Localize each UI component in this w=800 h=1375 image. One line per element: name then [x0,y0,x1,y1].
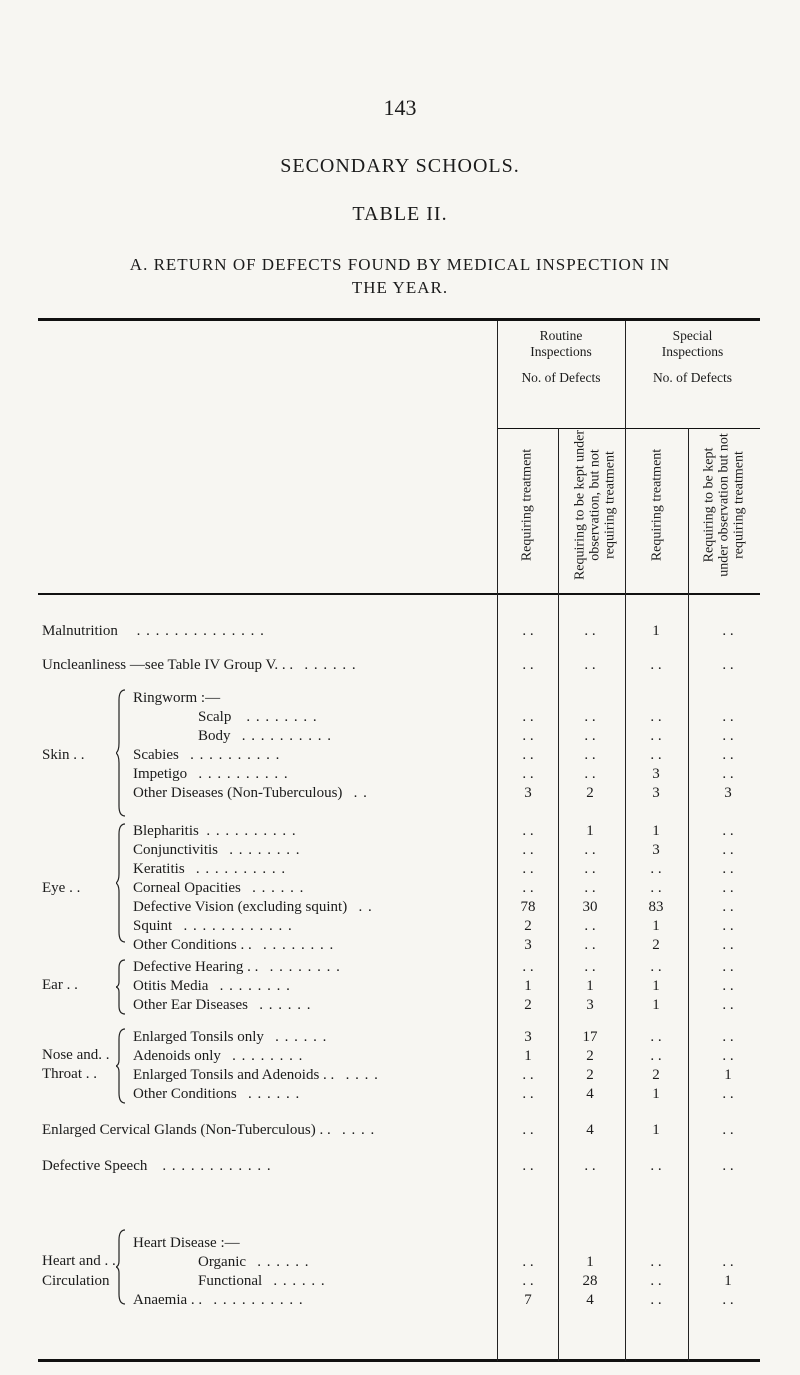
page-title: SECONDARY SCHOOLS. [280,155,520,177]
column-divider [625,321,626,1361]
table-cell: . . [522,1273,534,1289]
table-cell: 1 [724,1273,732,1289]
table-cell: . . [650,861,662,877]
table-cell: . . [584,623,596,639]
table-cell: 2 [586,1048,594,1064]
table-cell: . . [522,959,534,975]
group-nose-throat-cont: Throat . . [42,1066,97,1082]
table-cell: 3 [524,785,532,801]
section-heading-cont: THE YEAR. [351,278,449,297]
row-label: Functional . . . . . . [198,1273,326,1289]
group-ear: Ear . . [42,977,78,993]
row-label: Blepharitis . . . . . . . . . . [133,823,297,839]
row-label: Other Ear Diseases . . . . . . [133,997,312,1013]
table-cell: . . [650,1273,662,1289]
table-cell: 1 [652,1122,660,1138]
table-cell: 3 [524,937,532,953]
table-cell: . . [522,880,534,896]
row-label: Squint . . . . . . . . . . . . [133,918,293,934]
table-cell: . . [722,997,734,1013]
table-cell: 78 [520,899,536,915]
table-cell: 3 [652,785,660,801]
table-cell: . . [522,1158,534,1174]
table-top-rule [38,318,760,321]
table-cell: . . [584,937,596,953]
table-cell: . . [584,842,596,858]
row-label: Other Conditions . . . . . . [133,1086,301,1102]
table-cell: 4 [586,1122,594,1138]
table-cell: . . [650,657,662,673]
table-cell: 3 [652,766,660,782]
table-cell: . . [722,1292,734,1308]
brace-heart [116,1228,128,1306]
table-cell: . . [522,1086,534,1102]
table-cell: . . [650,1292,662,1308]
table-cell: . . [722,978,734,994]
table-cell: 1 [652,623,660,639]
table-cell: . . [522,728,534,744]
table-cell: . . [522,766,534,782]
table-cell: 1 [652,997,660,1013]
row-label: Enlarged Tonsils and Adenoids . . . . . . [133,1067,379,1083]
row-label: Defective Speech . . . . . . . . . . . . [42,1158,272,1174]
brace-nose-throat [116,1027,128,1105]
row-label: Scalp . . . . . . . . [198,709,318,725]
table-cell: . . [522,623,534,639]
table-cell: 3 [524,1029,532,1045]
table-cell: . . [584,959,596,975]
table-cell: . . [584,747,596,763]
column-divider [688,428,689,1361]
table-cell: . . [650,1029,662,1045]
table-cell: 1 [652,823,660,839]
table-cell: 1 [724,1067,732,1083]
table-cell: 7 [524,1292,532,1308]
row-label: Other Diseases (Non-Tuberculous) . . [133,785,368,801]
table-cell: 2 [586,1067,594,1083]
table-cell: 1 [652,978,660,994]
table-cell: 1 [652,918,660,934]
table-cell: . . [722,747,734,763]
table-cell: . . [650,880,662,896]
table-cell: . . [522,1254,534,1270]
table-cell: . . [522,861,534,877]
table-cell: 2 [524,918,532,934]
routine-header: Routine Inspections No. of Defects [521,328,601,385]
group-nose-throat: Nose and. . [42,1047,110,1063]
table-cell: 1 [652,1086,660,1102]
row-label: Enlarged Cervical Glands (Non-Tuberculous) . . . . . . [42,1122,376,1138]
table-cell: . . [650,1158,662,1174]
table-cell: . . [722,1158,734,1174]
table-cell: 1 [586,978,594,994]
table-cell: . . [722,1029,734,1045]
table-cell: . . [650,747,662,763]
table-cell: . . [584,657,596,673]
table-cell: 4 [586,1292,594,1308]
table-cell: . . [722,1086,734,1102]
table-cell: . . [722,623,734,639]
table-cell: . . [722,709,734,725]
table-cell: . . [650,1254,662,1270]
col-special-observation-header: Requiring to be kept under observation but not requiring treatment [701,433,747,577]
table-cell: . . [722,880,734,896]
group-heart: Heart and . . [42,1253,116,1269]
table-cell: . . [722,937,734,953]
table-cell: . . [722,657,734,673]
col-routine-treatment-header: Requiring treatment [519,448,535,562]
table-cell: 1 [524,1048,532,1064]
column-divider [497,321,498,1361]
row-label: Corneal Opacities . . . . . . [133,880,305,896]
section-heading: A. RETURN OF DEFECTS FOUND BY MEDICAL INSPECTION IN [129,255,671,274]
table-cell: . . [584,880,596,896]
table-cell: 1 [586,823,594,839]
column-divider [558,428,559,1361]
group-eye: Eye . . [42,880,81,896]
table-title: TABLE II. [352,203,448,225]
row-label: Other Conditions . . . . . . . . . . [133,937,335,953]
table-cell: 2 [524,997,532,1013]
table-cell: . . [522,657,534,673]
brace-skin [116,688,128,818]
table-cell: . . [722,728,734,744]
table-cell: 4 [586,1086,594,1102]
table-cell: 30 [582,899,598,915]
row-label: Adenoids only . . . . . . . . [133,1048,304,1064]
table-cell: 83 [648,899,664,915]
row-label: Scabies . . . . . . . . . . [133,747,281,763]
row-label: Keratitis . . . . . . . . . . [133,861,287,877]
table-cell: . . [584,1158,596,1174]
row-label: Body . . . . . . . . . . [198,728,333,744]
group-circulation: Circulation [42,1273,110,1289]
table-cell: . . [584,861,596,877]
col-special-treatment-header: Requiring treatment [649,448,665,562]
table-cell: . . [722,959,734,975]
row-label: Ringworm :— [133,690,221,706]
table-cell: . . [584,766,596,782]
table-cell: 17 [582,1029,598,1045]
table-cell: . . [522,823,534,839]
table-cell: . . [522,747,534,763]
table-cell: . . [650,709,662,725]
row-label: Impetigo . . . . . . . . . . [133,766,289,782]
header-bottom-rule [38,593,760,595]
row-label: Uncleanliness —see Table IV Group V. . . . . . . . . [42,657,357,673]
page-number: 143 [383,95,417,120]
table-cell: 28 [582,1273,598,1289]
special-header: Special Inspections No. of Defects [652,328,733,385]
table-cell: . . [722,1122,734,1138]
row-label: Defective Vision (excluding squint) . . [133,899,373,915]
table-cell: 3 [724,785,732,801]
table-cell: . . [722,1048,734,1064]
row-label: Enlarged Tonsils only . . . . . . [133,1029,328,1045]
table-cell: . . [522,709,534,725]
row-label: Malnutrition . . . . . . . . . . . . . . [42,623,265,639]
table-cell: . . [722,1254,734,1270]
table-cell: . . [722,918,734,934]
table-cell: . . [522,842,534,858]
table-cell: . . [650,1048,662,1064]
table-cell: . . [650,959,662,975]
table-cell: . . [522,1067,534,1083]
table-cell: . . [584,709,596,725]
table-cell: . . [584,728,596,744]
table-cell: . . [722,842,734,858]
table-cell: . . [522,1122,534,1138]
brace-eye [116,822,128,944]
table-bottom-rule [38,1359,760,1362]
col-routine-observation-header: Requiring to be kept under observation, but not requiring treatment [572,429,618,581]
table-cell: . . [722,766,734,782]
table-cell: 3 [652,842,660,858]
row-label: Anaemia . . . . . . . . . . . . [133,1292,304,1308]
table-cell: 2 [586,785,594,801]
brace-ear [116,958,128,1016]
table-cell: 2 [652,937,660,953]
table-cell: 1 [524,978,532,994]
table-cell: 1 [586,1254,594,1270]
row-label: Heart Disease :— [133,1235,240,1251]
row-label: Organic . . . . . . [198,1254,310,1270]
table-cell: . . [722,823,734,839]
table-cell: . . [722,861,734,877]
row-label: Conjunctivitis . . . . . . . . [133,842,301,858]
table-cell: . . [722,899,734,915]
table-cell: 3 [586,997,594,1013]
group-skin: Skin . . [42,747,85,763]
table-cell: . . [584,918,596,934]
row-label: Otitis Media . . . . . . . . [133,978,291,994]
table-cell: . . [650,728,662,744]
table-cell: 2 [652,1067,660,1083]
row-label: Defective Hearing . . . . . . . . . . [133,959,341,975]
